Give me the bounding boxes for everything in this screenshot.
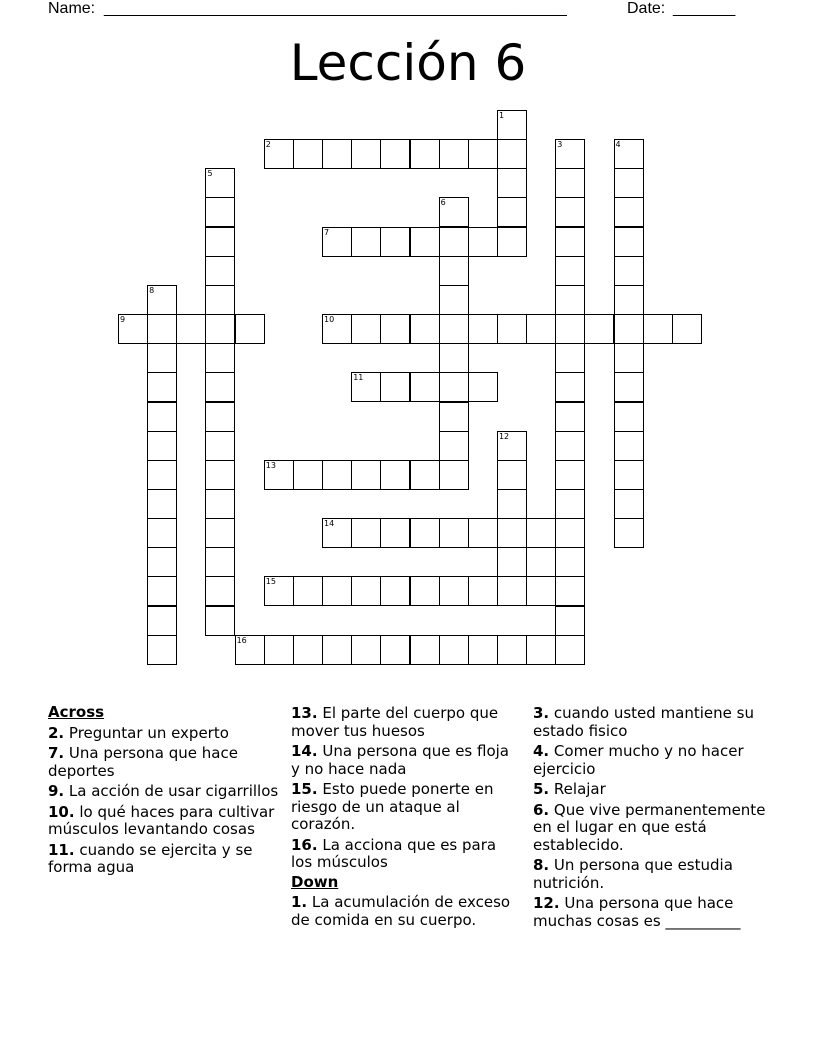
crossword-cell[interactable] bbox=[526, 518, 556, 548]
clue-item bbox=[48, 745, 283, 780]
crossword-cell[interactable] bbox=[555, 343, 585, 373]
crossword-cell[interactable] bbox=[293, 139, 323, 169]
clue-number-label: 12. bbox=[533, 894, 560, 912]
crossword-cell[interactable] bbox=[147, 402, 177, 432]
clue-number-label: 11. bbox=[48, 840, 75, 859]
crossword-cell[interactable] bbox=[555, 168, 585, 198]
crossword-cell[interactable] bbox=[555, 460, 585, 490]
clue-number: 14 bbox=[324, 519, 335, 529]
crossword-cell[interactable] bbox=[555, 285, 585, 315]
clue-text: Una persona que es floja y no hace nada bbox=[291, 742, 510, 778]
crossword-cell[interactable] bbox=[439, 139, 469, 169]
clue-number-label: 3. bbox=[533, 704, 550, 722]
crossword-cell[interactable] bbox=[293, 576, 323, 606]
crossword-cell[interactable] bbox=[439, 576, 469, 606]
crossword-cell[interactable] bbox=[147, 314, 177, 344]
clue-number-label: 13. bbox=[291, 704, 318, 722]
crossword-cell[interactable] bbox=[439, 256, 469, 286]
crossword-cell[interactable] bbox=[614, 489, 644, 519]
clue-number: 10 bbox=[324, 315, 335, 325]
crossword-cell[interactable] bbox=[380, 227, 410, 257]
crossword-cell[interactable] bbox=[468, 576, 498, 606]
crossword-cell[interactable] bbox=[439, 227, 469, 257]
crossword-cell[interactable] bbox=[555, 606, 585, 636]
crossword-cell[interactable] bbox=[497, 197, 527, 227]
crossword-cell[interactable] bbox=[439, 635, 469, 665]
clue-item bbox=[48, 725, 283, 743]
clue-text: Esto puede ponerte en riesgo de un ataque al corazón. bbox=[291, 780, 494, 833]
crossword-cell[interactable] bbox=[439, 460, 469, 490]
crossword-cell[interactable] bbox=[380, 635, 410, 665]
crossword-cell[interactable] bbox=[497, 227, 527, 257]
crossword-cell[interactable] bbox=[147, 635, 177, 665]
crossword-cell[interactable] bbox=[205, 460, 235, 490]
crossword-cell[interactable] bbox=[293, 460, 323, 490]
clue-item bbox=[291, 781, 519, 834]
crossword-cell[interactable] bbox=[380, 139, 410, 169]
crossword-cell[interactable] bbox=[555, 576, 585, 606]
clue-item bbox=[533, 781, 768, 799]
crossword-cell[interactable] bbox=[614, 518, 644, 548]
crossword-cell[interactable] bbox=[351, 314, 381, 344]
crossword-cell[interactable] bbox=[410, 576, 440, 606]
clue-item bbox=[291, 743, 519, 778]
crossword-cell[interactable] bbox=[205, 197, 235, 227]
clue-text: lo qué haces para cultivar músculos levantando cosas bbox=[48, 802, 275, 838]
crossword-cell[interactable] bbox=[555, 547, 585, 577]
clue-number-label: 2. bbox=[48, 723, 65, 742]
crossword-cell[interactable] bbox=[468, 139, 498, 169]
crossword-cell[interactable] bbox=[351, 460, 381, 490]
crossword-cell[interactable] bbox=[147, 518, 177, 548]
clue-number-label: 15. bbox=[291, 780, 318, 798]
crossword-cell[interactable] bbox=[614, 431, 644, 461]
clue-number: 3 bbox=[557, 140, 563, 150]
crossword-cell[interactable] bbox=[643, 314, 673, 344]
crossword-cell[interactable] bbox=[147, 606, 177, 636]
crossword-cell[interactable] bbox=[555, 256, 585, 286]
clue-number-label: 7. bbox=[48, 744, 65, 762]
crossword-cell[interactable] bbox=[205, 314, 235, 344]
crossword-cell[interactable] bbox=[205, 431, 235, 461]
clue-item bbox=[533, 895, 768, 930]
crossword-cell[interactable] bbox=[410, 460, 440, 490]
crossword-cell[interactable] bbox=[439, 431, 469, 461]
clue-number-label: 1. bbox=[291, 893, 308, 911]
clue-text: cuando se ejercita y se forma agua bbox=[48, 840, 253, 876]
crossword-cell[interactable] bbox=[322, 139, 352, 169]
clue-number-label: 6. bbox=[533, 800, 550, 819]
crossword-cell[interactable] bbox=[614, 227, 644, 257]
clue-number: 6 bbox=[440, 198, 446, 208]
clue-text: Comer mucho y no hacer ejercicio bbox=[533, 742, 744, 778]
crossword-cell[interactable] bbox=[526, 314, 556, 344]
crossword-cell[interactable] bbox=[614, 460, 644, 490]
crossword-cell[interactable] bbox=[555, 197, 585, 227]
crossword-cell[interactable] bbox=[468, 635, 498, 665]
crossword-cell[interactable] bbox=[147, 431, 177, 461]
clue-column-1 bbox=[48, 702, 283, 877]
clue-number: 4 bbox=[615, 140, 621, 150]
clue-text: Preguntar un experto bbox=[68, 723, 229, 742]
crossword-cell[interactable] bbox=[380, 576, 410, 606]
crossword-cell[interactable] bbox=[410, 372, 440, 402]
crossword-cell[interactable] bbox=[497, 139, 527, 169]
clue-number: 8 bbox=[149, 285, 155, 295]
clue-number: 11 bbox=[353, 373, 364, 383]
crossword-cell[interactable] bbox=[410, 314, 440, 344]
crossword-cell[interactable] bbox=[351, 576, 381, 606]
crossword-cell[interactable] bbox=[468, 227, 498, 257]
clue-number-label: 14. bbox=[291, 742, 318, 760]
clue-text: Que vive permanentemente en el lugar en que está establecido. bbox=[533, 800, 766, 854]
clue-text: La acciona que es para los músculos bbox=[291, 835, 497, 871]
date-line[interactable]: _______ bbox=[673, 0, 736, 17]
crossword-cell[interactable] bbox=[147, 343, 177, 373]
across-heading: Across bbox=[48, 703, 105, 721]
crossword-cell[interactable] bbox=[439, 402, 469, 432]
clue-number-label: 5. bbox=[533, 780, 550, 798]
crossword-cell[interactable] bbox=[205, 285, 235, 315]
crossword-cell[interactable] bbox=[147, 489, 177, 519]
crossword-cell[interactable] bbox=[526, 635, 556, 665]
clue-number: 2 bbox=[265, 140, 271, 150]
crossword-cell[interactable] bbox=[555, 402, 585, 432]
clue-item bbox=[533, 857, 768, 892]
crossword-cell[interactable] bbox=[439, 343, 469, 373]
crossword-cell[interactable] bbox=[205, 343, 235, 373]
clue-number: 12 bbox=[498, 431, 510, 441]
crossword-cell[interactable] bbox=[614, 343, 644, 373]
crossword-cell[interactable] bbox=[205, 576, 235, 606]
crossword-cell[interactable] bbox=[614, 402, 644, 432]
clue-number-label: 4. bbox=[533, 742, 550, 760]
crossword-cell[interactable] bbox=[205, 256, 235, 286]
crossword-cell[interactable] bbox=[555, 431, 585, 461]
crossword-cell[interactable] bbox=[322, 576, 352, 606]
crossword-cell[interactable] bbox=[351, 635, 381, 665]
crossword-cell[interactable] bbox=[497, 518, 527, 548]
clue-number-label: 10. bbox=[48, 802, 75, 821]
crossword-cell[interactable] bbox=[147, 576, 177, 606]
clue-number-label: 16. bbox=[291, 835, 318, 854]
crossword-cell[interactable] bbox=[205, 372, 235, 402]
clue-item bbox=[291, 837, 519, 872]
clue-text: La acción de usar cigarrillos bbox=[68, 782, 279, 800]
crossword-cell[interactable] bbox=[614, 372, 644, 402]
crossword-cell[interactable] bbox=[264, 635, 294, 665]
clue-text: El parte del cuerpo que mover tus huesos bbox=[291, 704, 499, 740]
name-line[interactable]: ____________________________________________________ bbox=[104, 0, 567, 17]
crossword-cell[interactable] bbox=[614, 256, 644, 286]
crossword-cell[interactable] bbox=[410, 139, 440, 169]
crossword-cell[interactable] bbox=[614, 168, 644, 198]
crossword-cell[interactable] bbox=[614, 285, 644, 315]
crossword-cell[interactable] bbox=[205, 227, 235, 257]
name-label: Name: bbox=[48, 0, 96, 17]
crossword-cell[interactable] bbox=[410, 227, 440, 257]
clue-column-2 bbox=[291, 702, 519, 929]
crossword-cell[interactable] bbox=[439, 372, 469, 402]
clue-item bbox=[533, 705, 768, 740]
crossword-cell[interactable] bbox=[497, 168, 527, 198]
crossword-cell[interactable] bbox=[497, 635, 527, 665]
clue-number-label: 9. bbox=[48, 782, 65, 800]
crossword-cell[interactable] bbox=[555, 227, 585, 257]
crossword-cell[interactable] bbox=[410, 518, 440, 548]
page-title: Lección 6 bbox=[289, 34, 527, 92]
clue-item bbox=[533, 802, 768, 855]
clue-item bbox=[48, 804, 283, 839]
crossword-cell[interactable] bbox=[380, 314, 410, 344]
clue-number: 7 bbox=[324, 227, 330, 237]
crossword-cell[interactable] bbox=[497, 489, 527, 519]
crossword-cell[interactable] bbox=[351, 139, 381, 169]
crossword-cell[interactable] bbox=[205, 547, 235, 577]
crossword-cell[interactable] bbox=[351, 227, 381, 257]
clue-text: Relajar bbox=[553, 780, 606, 798]
crossword-cell[interactable] bbox=[468, 372, 498, 402]
clue-item bbox=[291, 894, 519, 929]
crossword-cell[interactable] bbox=[205, 606, 235, 636]
crossword-cell[interactable] bbox=[176, 314, 206, 344]
crossword-cell[interactable] bbox=[439, 314, 469, 344]
clue-item bbox=[48, 783, 283, 801]
crossword-cell[interactable] bbox=[497, 460, 527, 490]
crossword-cell[interactable] bbox=[497, 547, 527, 577]
crossword-cell[interactable] bbox=[205, 489, 235, 519]
clue-column-3 bbox=[533, 702, 768, 930]
crossword-cell[interactable] bbox=[555, 635, 585, 665]
crossword-cell[interactable] bbox=[672, 314, 702, 344]
crossword-cell[interactable] bbox=[147, 372, 177, 402]
crossword-cell[interactable] bbox=[293, 635, 323, 665]
crossword-cell[interactable] bbox=[410, 635, 440, 665]
clue-number: 13 bbox=[265, 460, 276, 470]
crossword-cell[interactable] bbox=[322, 635, 352, 665]
crossword-cell[interactable] bbox=[614, 197, 644, 227]
crossword-cell[interactable] bbox=[555, 314, 585, 344]
crossword-cell[interactable] bbox=[205, 518, 235, 548]
clue-text: Un persona que estudia nutrición. bbox=[533, 856, 733, 892]
crossword-cell[interactable] bbox=[555, 518, 585, 548]
clue-number: 5 bbox=[207, 169, 213, 179]
crossword-cell[interactable] bbox=[147, 460, 177, 490]
crossword-cell[interactable] bbox=[468, 518, 498, 548]
crossword-cell[interactable] bbox=[147, 547, 177, 577]
crossword-cell[interactable] bbox=[497, 314, 527, 344]
clue-number: 15 bbox=[265, 577, 276, 587]
down-heading: Down bbox=[291, 872, 339, 891]
clue-text: Una persona que hace deportes bbox=[48, 744, 238, 780]
crossword-cell[interactable] bbox=[584, 314, 614, 344]
crossword-cell[interactable] bbox=[439, 518, 469, 548]
crossword-cell[interactable] bbox=[555, 489, 585, 519]
crossword-cell[interactable] bbox=[322, 460, 352, 490]
clue-number: 1 bbox=[498, 111, 505, 120]
clue-item bbox=[48, 842, 283, 877]
crossword-cell[interactable] bbox=[497, 576, 527, 606]
date-label: Date: bbox=[627, 0, 666, 17]
clue-number: 9 bbox=[120, 315, 126, 325]
crossword-cell[interactable] bbox=[380, 460, 410, 490]
crossword-cell[interactable] bbox=[235, 314, 265, 344]
crossword-cell[interactable] bbox=[468, 314, 498, 344]
clue-text: Una persona que hace muchas cosas es __________ bbox=[533, 894, 741, 930]
crossword-cell[interactable] bbox=[380, 518, 410, 548]
crossword-cell[interactable] bbox=[555, 372, 585, 402]
crossword-cell[interactable] bbox=[526, 576, 556, 606]
clue-item bbox=[533, 743, 768, 778]
crossword-cell[interactable] bbox=[614, 314, 644, 344]
clue-text: La acumulación de exceso de comida en su cuerpo. bbox=[291, 893, 511, 929]
clue-number-label: 8. bbox=[533, 856, 550, 874]
clue-item bbox=[291, 705, 519, 740]
clue-text: cuando usted mantiene su estado fisico bbox=[533, 704, 754, 740]
clue-number: 16 bbox=[236, 635, 247, 645]
crossword-cell[interactable] bbox=[439, 285, 469, 315]
crossword-cell[interactable] bbox=[205, 402, 235, 432]
crossword-cell[interactable] bbox=[351, 518, 381, 548]
crossword-cell[interactable] bbox=[380, 372, 410, 402]
